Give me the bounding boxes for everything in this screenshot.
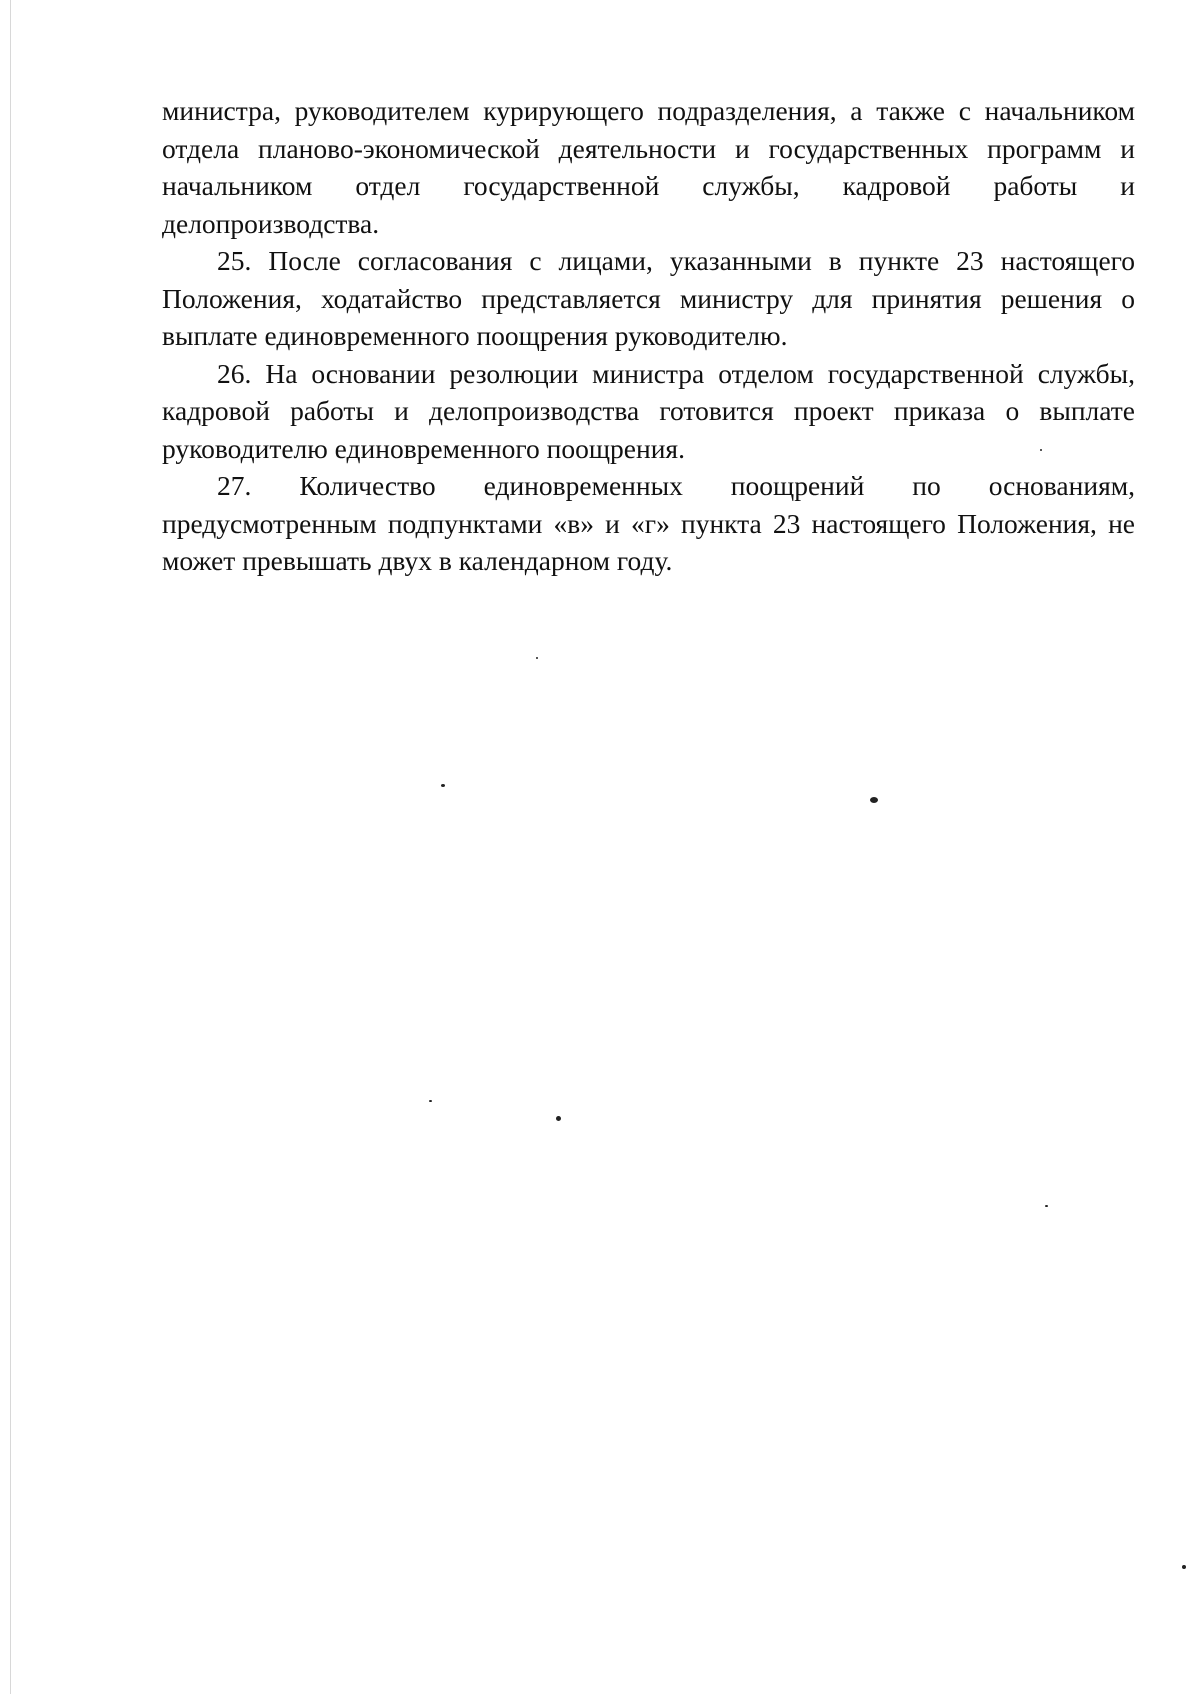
document-body — [162, 92, 1135, 580]
scan-speck — [536, 657, 538, 659]
paragraph-item-25: 25. После согласования с лицами, указанными в пункте 23 настоящего Положения, ходатайство представляется министру для принятия решения о выплате единовременного поощрения руководителю. — [162, 245, 1135, 351]
paragraph-item-27: 27. Количество единовременных поощрений по основаниям, предусмотренным подпунктами «в» и «г» пункта 23 настоящего Положения, не может превышать двух в календарном году. — [162, 470, 1135, 576]
scan-speck — [556, 1116, 561, 1121]
scan-speck — [441, 784, 445, 787]
paragraph-item-26: 26. На основании резолюции министра отделом государственной службы, кадровой работы и делопроизводства готовится проект приказа о выплате руководителю единовременного поощрения. — [162, 357, 1135, 464]
scan-speck — [1182, 1565, 1186, 1569]
scan-speck — [1040, 449, 1042, 451]
scan-edge-line — [10, 0, 11, 1694]
scan-speck — [429, 1100, 432, 1102]
scan-speck — [870, 797, 878, 803]
scan-speck — [1045, 1205, 1048, 1207]
paragraph-continuation: министра, руководителем курирующего подразделения, а также с начальником отдела планово-экономической деятельности и государственных программ и начальником отдел государственной службы, кадровой работы и делопроизводства. — [162, 95, 1135, 239]
